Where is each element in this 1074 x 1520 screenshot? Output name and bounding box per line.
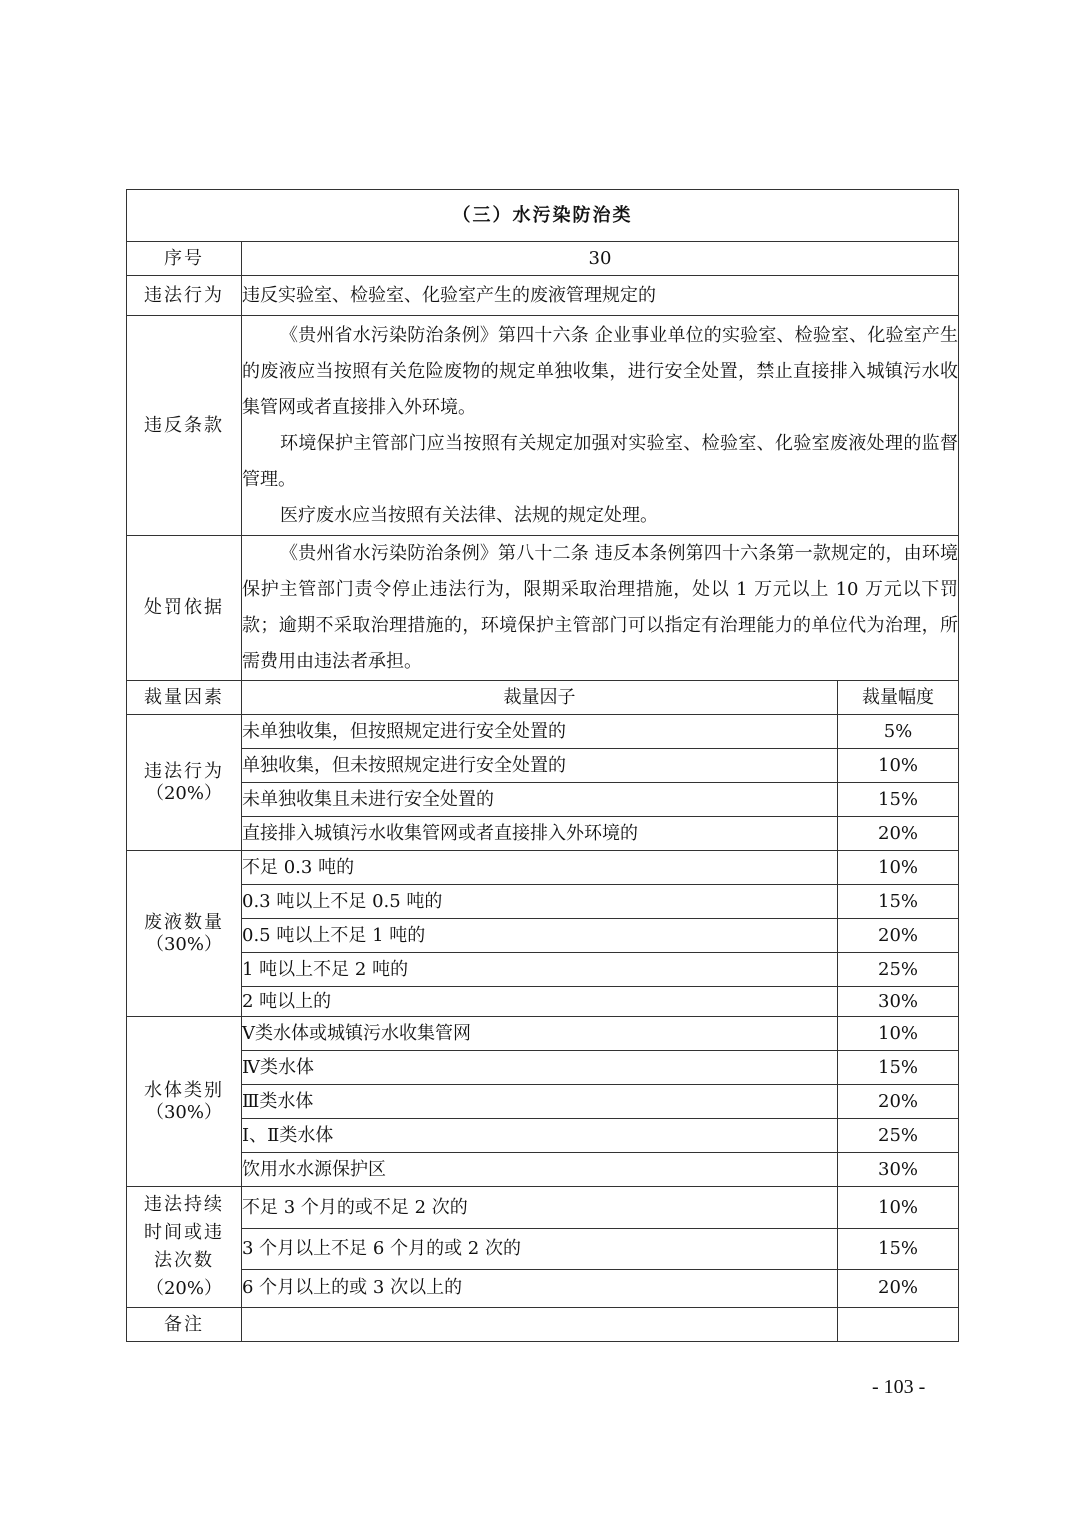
factor-value: 10%	[838, 1187, 959, 1229]
factor-value: 15%	[838, 885, 959, 919]
provision-label: 违反条款	[127, 316, 242, 536]
factor-item: Ⅰ、Ⅱ类水体	[242, 1119, 838, 1153]
violation-text: 违反实验室、检验室、化验室产生的废液管理规定的	[242, 276, 959, 316]
factor-value: 25%	[838, 1119, 959, 1153]
factor-name: 水体类别	[144, 1079, 224, 1101]
factor-value: 10%	[838, 1017, 959, 1051]
table-title: （三）水污染防治类	[127, 190, 959, 242]
factor-value: 15%	[838, 783, 959, 817]
factor-group-label	[127, 715, 242, 851]
factor-name: 违法行为	[144, 760, 224, 782]
factor-value: 20%	[838, 919, 959, 953]
factor-item: 2 吨以上的	[242, 987, 838, 1017]
factor-group-label	[127, 1017, 242, 1187]
discretion-table	[126, 189, 959, 1342]
factor-weight: （20%）	[145, 782, 222, 804]
remark-range	[838, 1308, 959, 1342]
factor-value: 20%	[838, 817, 959, 851]
factor-item: 直接排入城镇污水收集管网或者直接排入外环境的	[242, 817, 838, 851]
factor-value: 20%	[838, 1269, 959, 1307]
provision-paragraph: 医疗废水应当按照有关法律、法规的规定处理。	[280, 504, 658, 526]
factor-item: 未单独收集且未进行安全处置的	[242, 783, 838, 817]
factor-weight: （30%）	[145, 1101, 222, 1123]
factor-item: 单独收集，但未按照规定进行安全处置的	[242, 749, 838, 783]
factor-value: 5%	[838, 715, 959, 749]
factor-value: 15%	[838, 1051, 959, 1085]
serial-value: 30	[242, 242, 959, 276]
factor-item: 不足 0.3 吨的	[242, 851, 838, 885]
provision-paragraph: 《贵州省水污染防治条例》第四十六条 企业事业单位的实验室、检验室、化验室产生的废液应当按照有关危险废物的规定单独收集，进行安全处置，禁止直接排入城镇污水收集管网或者直接排入外环境。	[242, 324, 959, 418]
factor-item: 0.3 吨以上不足 0.5 吨的	[242, 885, 838, 919]
header-factor: 裁量因素	[127, 681, 242, 715]
factor-item: 3 个月以上不足 6 个月的或 2 次的	[242, 1229, 838, 1269]
factor-item: 未单独收集，但按照规定进行安全处置的	[242, 715, 838, 749]
factor-weight: （30%）	[145, 933, 222, 955]
factor-value: 30%	[838, 987, 959, 1017]
factor-value: 15%	[838, 1229, 959, 1269]
header-range: 裁量幅度	[838, 681, 959, 715]
factor-value: 20%	[838, 1085, 959, 1119]
provision-text	[242, 316, 959, 536]
provision-paragraph: 环境保护主管部门应当按照有关规定加强对实验室、检验室、化验室废液处理的监督管理。	[242, 432, 959, 490]
penalty-basis-text	[242, 536, 959, 681]
factor-group-label	[127, 851, 242, 1017]
factor-item: 不足 3 个月的或不足 2 次的	[242, 1187, 838, 1229]
factor-item: Ⅴ类水体或城镇污水收集管网	[242, 1017, 838, 1051]
factor-name: 废液数量	[144, 911, 224, 933]
factor-value: 10%	[838, 851, 959, 885]
factor-group-label	[127, 1187, 242, 1308]
factor-item: Ⅳ类水体	[242, 1051, 838, 1085]
factor-item: 饮用水水源保护区	[242, 1153, 838, 1187]
penalty-basis-label: 处罚依据	[127, 536, 242, 681]
page-number: - 103 -	[872, 1376, 926, 1398]
factor-item: 0.5 吨以上不足 1 吨的	[242, 919, 838, 953]
header-item: 裁量因子	[242, 681, 838, 715]
serial-label: 序号	[127, 242, 242, 276]
factor-item: 1 吨以上不足 2 吨的	[242, 953, 838, 987]
penalty-basis-paragraph: 《贵州省水污染防治条例》第八十二条 违反本条例第四十六条第一款规定的，由环境保护主管部门责令停止违法行为，限期采取治理措施，处以 1 万元以上 10 万元以下罚款；逾期不采取治理措施的，环境保护主管部门可以指定有治理能力的单位代为治理，所需费用由违法者承担。	[242, 543, 959, 672]
factor-item: Ⅲ类水体	[242, 1085, 838, 1119]
factor-name: 违法持续时间或违法次数	[144, 1194, 224, 1271]
factor-value: 25%	[838, 953, 959, 987]
factor-item: 6 个月以上的或 3 次以上的	[242, 1269, 838, 1307]
remark-label: 备注	[127, 1308, 242, 1342]
factor-value: 30%	[838, 1153, 959, 1187]
factor-weight: （20%）	[145, 1278, 222, 1299]
violation-label: 违法行为	[127, 276, 242, 316]
remark-text	[242, 1308, 838, 1342]
factor-value: 10%	[838, 749, 959, 783]
